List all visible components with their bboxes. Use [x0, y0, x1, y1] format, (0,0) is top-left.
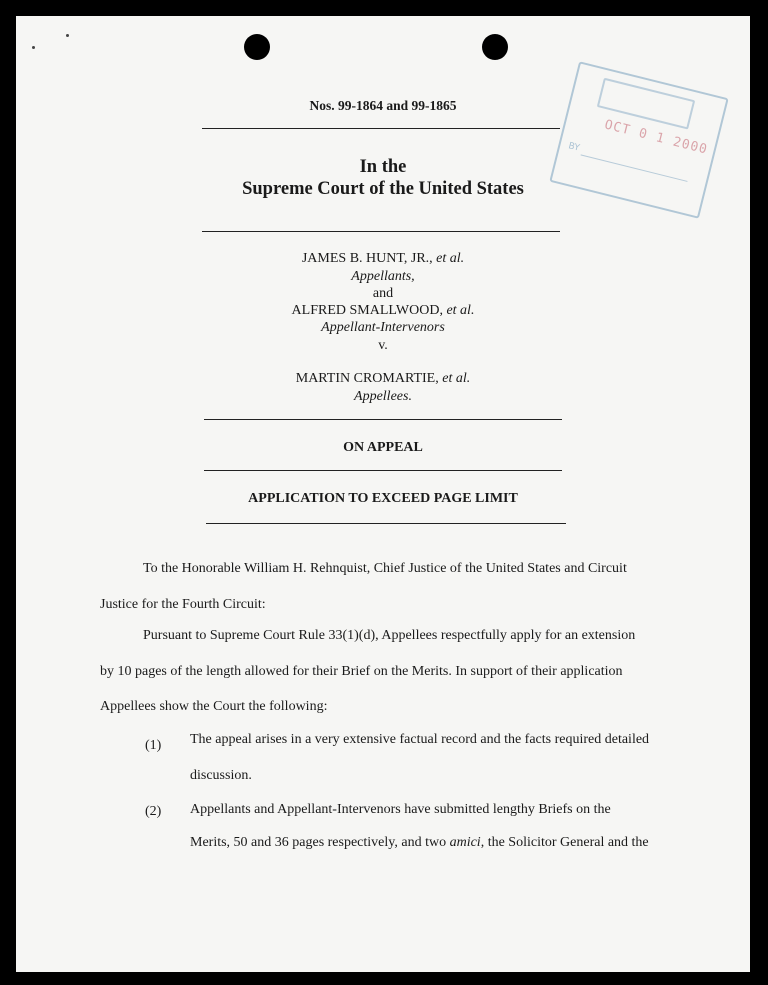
paragraph-1-line-2: Justice for the Fourth Circuit: — [100, 597, 266, 612]
list-item-number: (2) — [145, 804, 162, 819]
divider-rule — [204, 419, 562, 420]
appellant-role: Appellants, — [351, 269, 415, 284]
list-item-2-line-1: Appellants and Appellant-Intervenors have submitted lengthy Briefs on the — [190, 802, 611, 817]
heading-on-appeal: ON APPEAL — [343, 440, 423, 455]
list-item-1-line-2: discussion. — [190, 768, 252, 783]
scan-speck — [32, 46, 35, 49]
list-item-number: (1) — [145, 738, 162, 753]
docket-numbers: Nos. 99-1864 and 99-1865 — [309, 98, 457, 113]
list-item-2-line-2: Merits, 50 and 36 pages respectively, and two amici, the Solicitor General and the — [190, 835, 649, 850]
divider-rule — [202, 128, 560, 129]
intervenor-name: ALFRED SMALLWOOD, et al. — [291, 303, 475, 318]
stamp-date: OCT 0 1 2000 — [602, 117, 710, 158]
punch-hole-left — [244, 34, 270, 60]
appellee-role: Appellees. — [354, 389, 412, 404]
paragraph-2-line-3: Appellees show the Court the following: — [100, 699, 328, 714]
paragraph-1-line-1: To the Honorable William H. Rehnquist, Chief Justice of the United States and Circuit — [143, 561, 627, 576]
paragraph-2-line-1: Pursuant to Supreme Court Rule 33(1)(d), Appellees respectfully apply for an extension — [143, 628, 636, 643]
court-line-1: In the — [359, 157, 407, 177]
versus: v. — [378, 338, 388, 353]
divider-rule — [204, 470, 562, 471]
stamp-by-label: BY — [567, 141, 581, 154]
divider-rule — [206, 523, 566, 524]
appellee-name: MARTIN CROMARTIE, et al. — [295, 371, 471, 386]
scan-speck — [66, 34, 69, 37]
punch-hole-right — [482, 34, 508, 60]
document-page — [16, 16, 750, 972]
intervenor-role: Appellant-Intervenors — [321, 320, 445, 335]
list-item-1-line-1: The appeal arises in a very extensive factual record and the facts required detailed — [190, 732, 650, 747]
divider-rule — [202, 231, 560, 232]
appellant-name: JAMES B. HUNT, JR., et al. — [301, 251, 465, 266]
heading-application: APPLICATION TO EXCEED PAGE LIMIT — [248, 491, 518, 506]
and-connector: and — [372, 286, 394, 301]
paragraph-2-line-2: by 10 pages of the length allowed for their Brief on the Merits. In support of their application — [100, 664, 623, 679]
court-line-2: Supreme Court of the United States — [242, 179, 524, 199]
